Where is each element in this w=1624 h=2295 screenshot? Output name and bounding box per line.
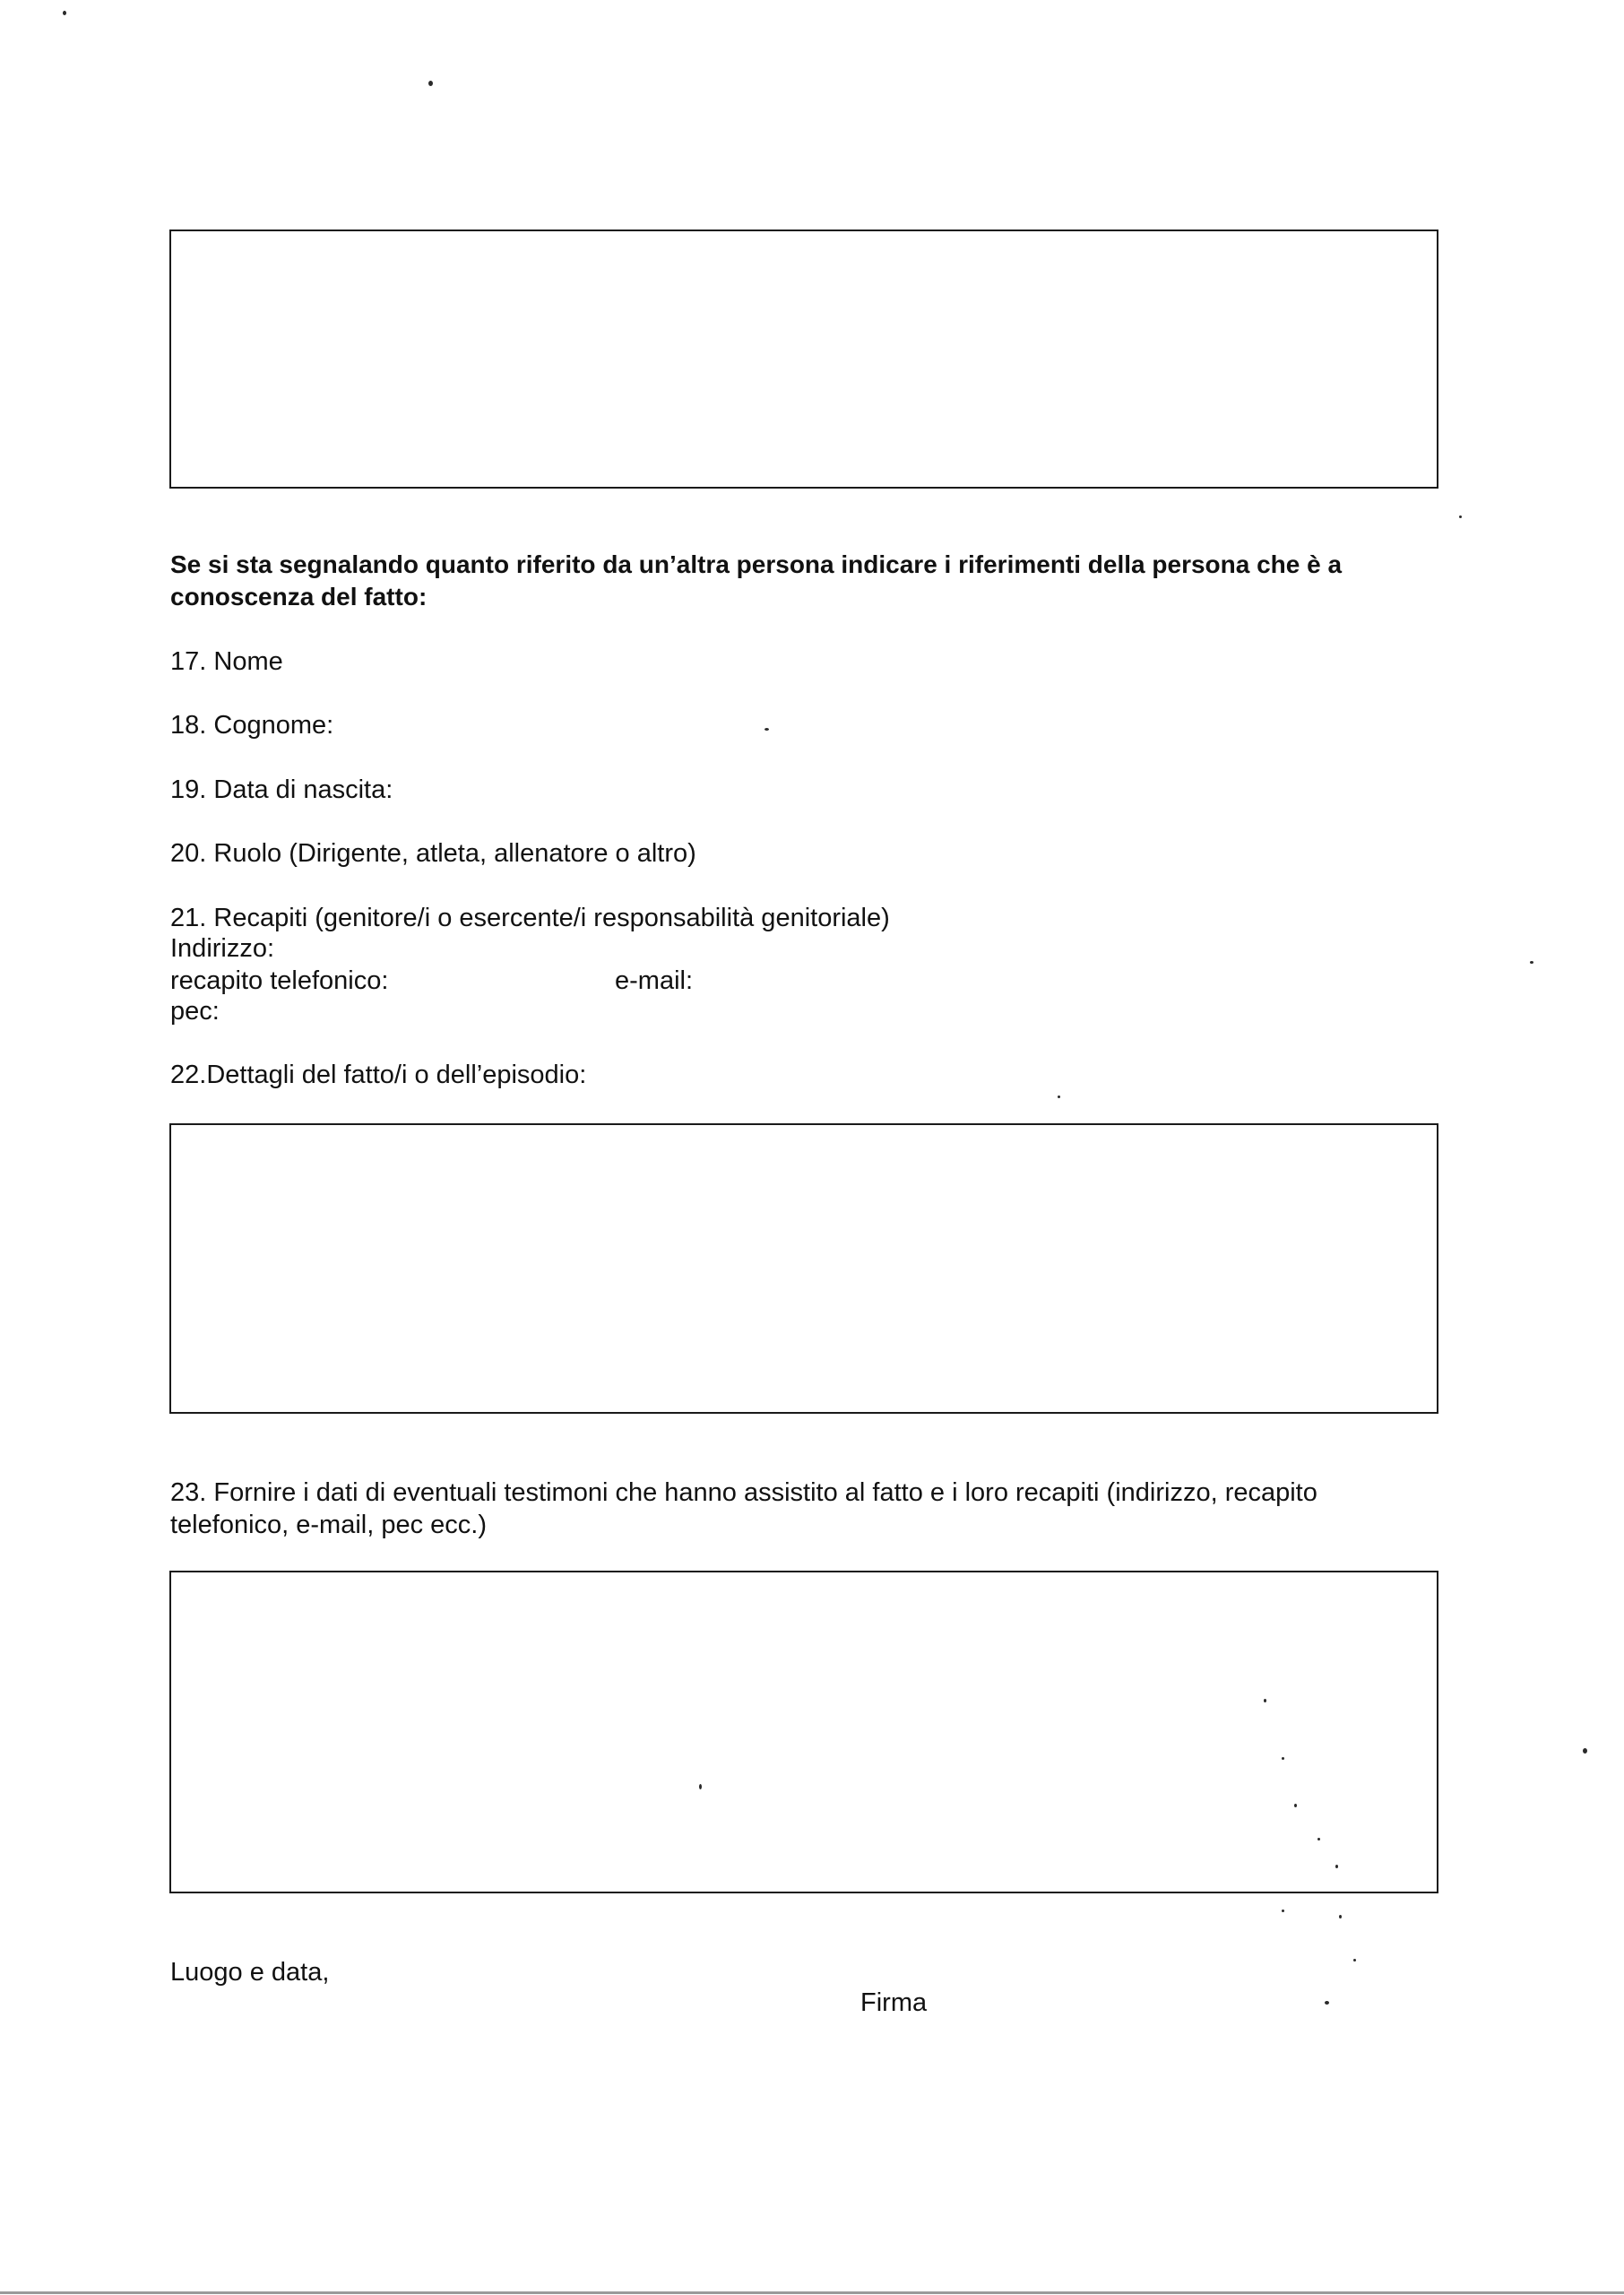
scan-edge-line (0, 2291, 1624, 2294)
field-label-indirizzo: Indirizzo: (170, 934, 275, 963)
scan-speck (1317, 1838, 1320, 1840)
scan-speck (1530, 961, 1533, 964)
field-label-recapito-telefonico: recapito telefonico: (170, 966, 389, 995)
testimoni-box[interactable] (169, 1571, 1438, 1893)
scan-speck (699, 1784, 702, 1789)
scan-speck (63, 11, 66, 15)
scan-speck (1459, 515, 1462, 518)
scan-speck (1282, 1910, 1284, 1912)
field-label-nome: 17. Nome (170, 647, 283, 676)
scan-speck (764, 728, 769, 731)
field-label-data-di-nascita: 19. Data di nascita: (170, 775, 393, 804)
dettagli-fatto-box[interactable] (169, 1123, 1438, 1414)
scan-speck (1325, 2001, 1329, 2005)
scan-speck (1058, 1096, 1060, 1098)
scan-speck (1264, 1699, 1266, 1702)
scan-speck (428, 81, 433, 86)
field-label-cognome: 18. Cognome: (170, 711, 334, 740)
previous-answer-box[interactable] (169, 230, 1438, 489)
scan-speck (1294, 1804, 1297, 1807)
third-party-heading: Se si sta segnalando quanto riferito da un’altra persona indicare i riferimenti della persona che è a conoscenza del fatto: (170, 550, 1343, 611)
place-date-label: Luogo e data, (170, 1958, 330, 1987)
scan-speck (1339, 1915, 1342, 1918)
field-label-recapiti: 21. Recapiti (genitore/i o esercente/i responsabilità genitoriale) (170, 904, 890, 932)
field-label-dettagli-fatto: 22.Dettagli del fatto/i o dell’episodio: (170, 1061, 587, 1089)
signature-label: Firma (860, 1988, 928, 2017)
scan-speck (1335, 1865, 1338, 1868)
scan-speck (1353, 1959, 1356, 1962)
scan-speck (1583, 1748, 1587, 1754)
field-label-ruolo: 20. Ruolo (Dirigente, atleta, allenatore o altro) (170, 839, 696, 868)
scan-speck (1282, 1757, 1284, 1760)
field-label-email: e-mail: (615, 966, 694, 995)
field-label-testimoni: 23. Fornire i dati di eventuali testimoni che hanno assistito al fatto e i loro recapiti (indirizzo, recapito telefonico, e-mail, pec ecc.) (170, 1478, 1317, 1539)
field-label-pec: pec: (170, 997, 220, 1026)
